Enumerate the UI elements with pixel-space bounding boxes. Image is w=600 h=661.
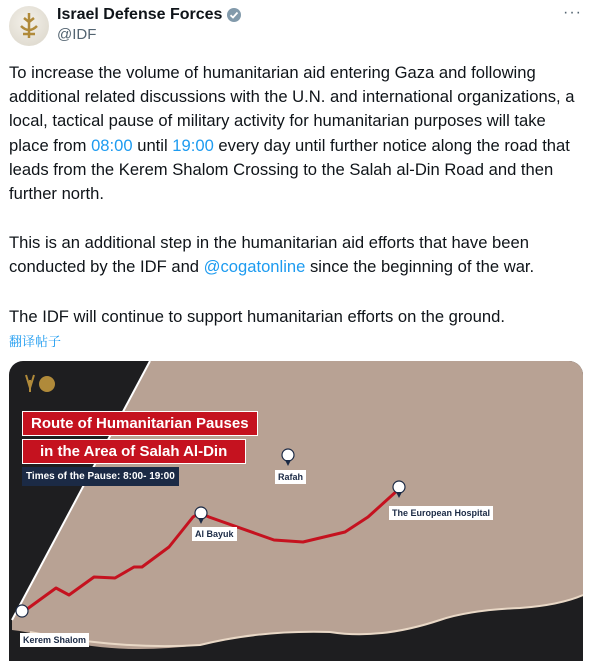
- idf-emblem-icon: [17, 12, 41, 40]
- text: This is an additional step in the humanitarian aid efforts that have been conducted by the IDF and: [9, 233, 529, 277]
- land-area: [12, 361, 583, 649]
- time-start: 08:00: [91, 135, 133, 155]
- pin-kerem-shalom-icon: [16, 605, 28, 617]
- text: The IDF will continue to support humanitarian efforts on the ground.: [9, 306, 505, 326]
- tweet-text: [9, 61, 589, 354]
- text: until: [132, 135, 173, 155]
- label-al-bayuk: Al Bayuk: [192, 527, 237, 541]
- map-title-line2: in the Area of Salah Al-Din: [22, 439, 246, 464]
- map-title-line1: Route of Humanitarian Pauses: [22, 411, 258, 436]
- text: since the beginning of the war.: [305, 257, 535, 277]
- label-european-hospital: The European Hospital: [389, 506, 493, 520]
- text: every day until further notice along the road that leads from the Kerem Shalom Crossing to the Salah al-Din Road and then further north.: [9, 135, 570, 204]
- verified-badge-icon: [226, 7, 242, 23]
- mention-link[interactable]: @cogatonline: [203, 257, 306, 277]
- more-options-icon[interactable]: ···: [563, 4, 582, 21]
- translate-post-link[interactable]: 翻译帖子: [9, 334, 62, 349]
- label-rafah: Rafah: [275, 470, 306, 484]
- map-image[interactable]: [9, 361, 583, 661]
- text: To increase the volume of humanitarian aid entering Gaza and following additional related discussions with the U.N. and international organizations, a local, tactical pause of military activity for humanitarian purposes will take place from: [9, 63, 575, 155]
- author-name[interactable]: Israel Defense Forces: [57, 6, 242, 24]
- map-graphic: [9, 361, 583, 661]
- idf-logos-icon: [26, 375, 55, 392]
- pause-times: Times of the Pause: 8:00- 19:00: [22, 467, 179, 486]
- label-kerem-shalom: Kerem Shalom: [20, 633, 89, 647]
- author-handle[interactable]: @IDF: [57, 26, 97, 43]
- time-end: 19:00: [172, 135, 214, 155]
- avatar[interactable]: [9, 6, 49, 46]
